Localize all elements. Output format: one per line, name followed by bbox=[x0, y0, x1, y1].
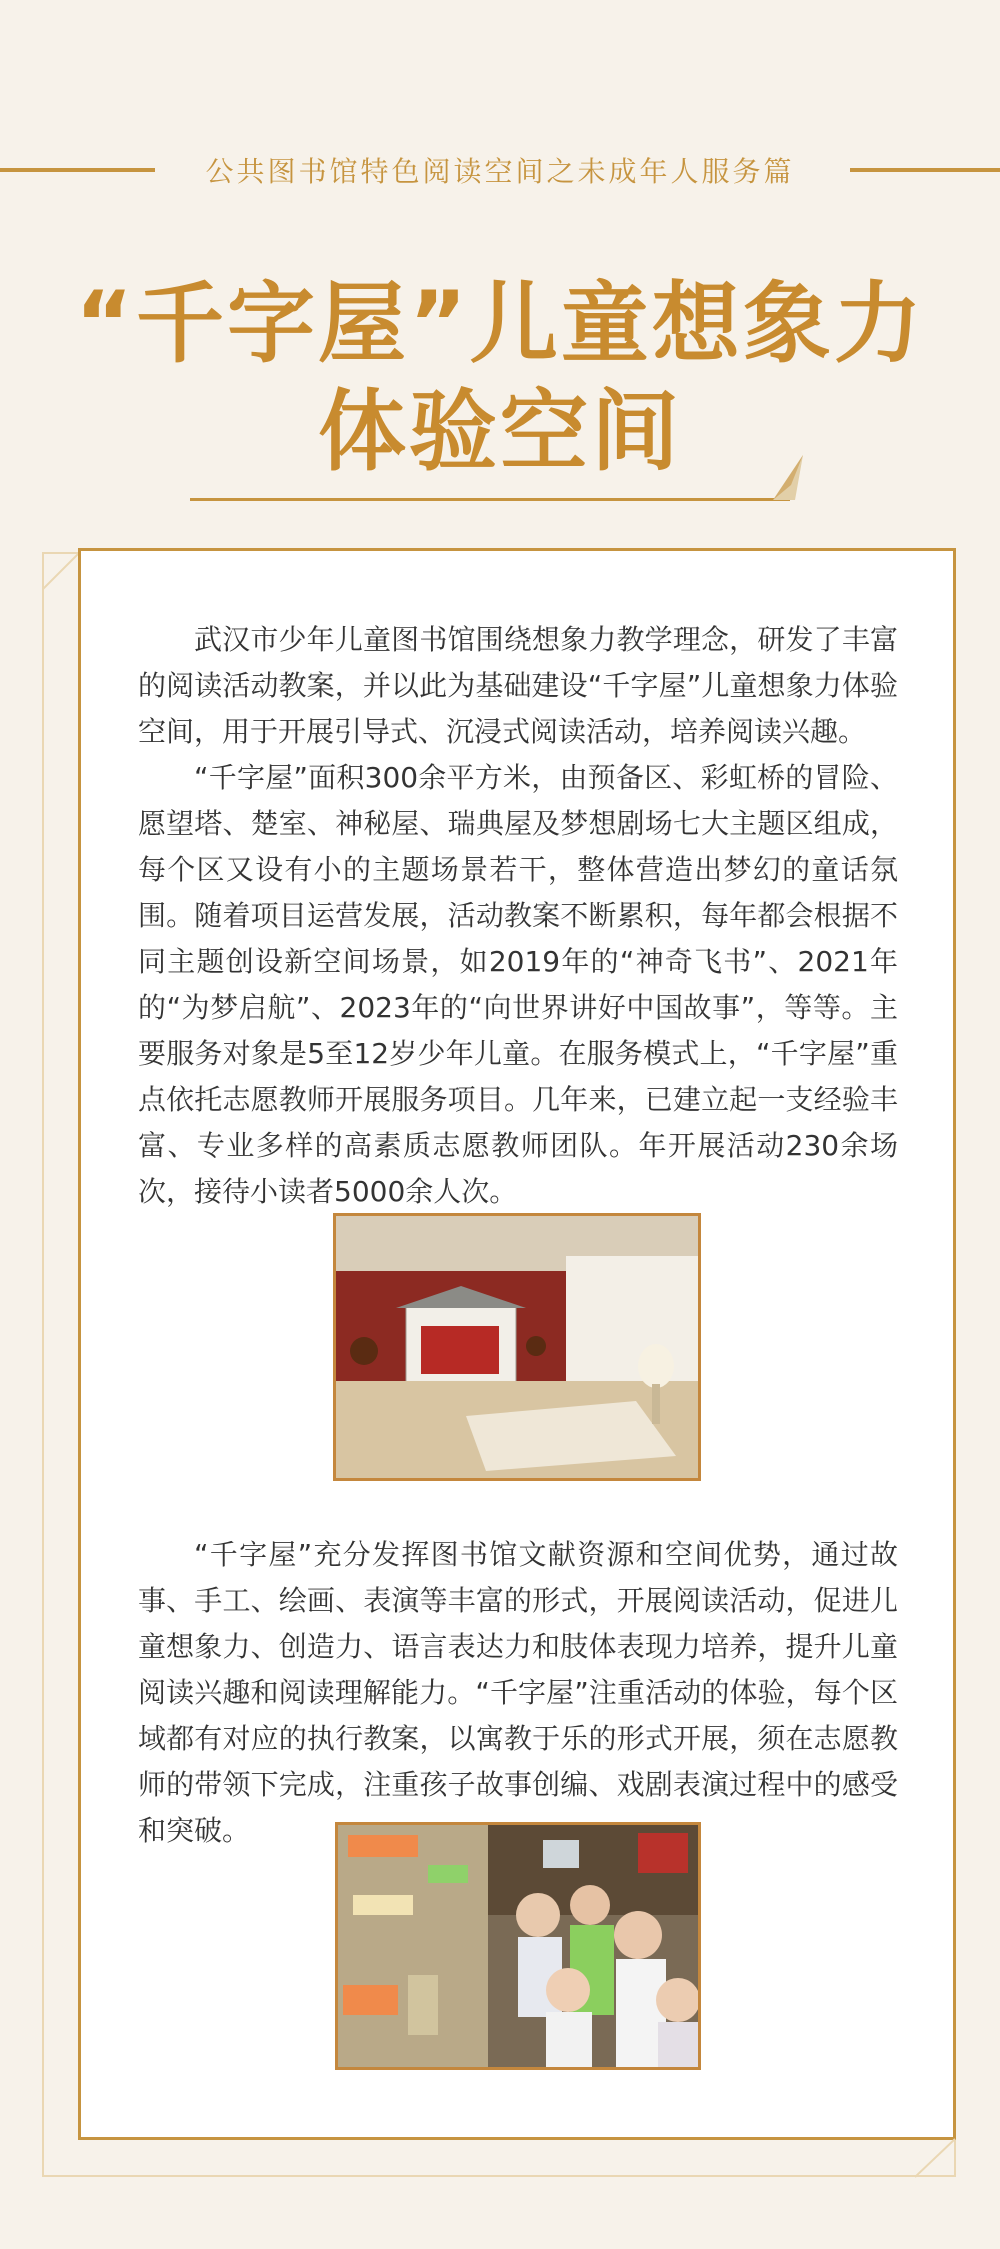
frame-corner-bottom-right bbox=[915, 2137, 957, 2179]
article-text-block-2 bbox=[138, 1532, 898, 1854]
section-label: 公共图书馆特色阅读空间之未成年人服务篇 bbox=[205, 155, 795, 188]
section-header bbox=[0, 145, 1000, 195]
paragraph-intro: 武汉市少年儿童图书馆围绕想象力教学理念，研发了丰富的阅读活动教案，并以此为基础建设“千字屋”儿童想象力体验空间，用于开展引导式、沉浸式阅读活动，培养阅读兴趣。 bbox=[138, 623, 898, 748]
title-flag-decoration bbox=[773, 455, 803, 500]
exhibition-room-photo bbox=[333, 1213, 701, 1481]
paragraph-activities: “千字屋”充分发挥图书馆文献资源和空间优势，通过故事、手工、绘画、表演等丰富的形式，开展阅读活动，促进儿童想象力、创造力、语言表达力和肢体表现力培养，提升儿童阅读兴趣和阅读理解能力。“千字屋”注重活动的体验，每个区域都有对应的执行教案，以寓教于乐的形式开展，须在志愿教师的带领下完成，注重孩子故事创编、戏剧表演过程中的感受和突破。 bbox=[138, 1538, 898, 1847]
frame-corner-top-left bbox=[42, 552, 82, 592]
article-text-block-1 bbox=[138, 617, 898, 1215]
page-title bbox=[0, 270, 1000, 486]
children-activity-photo bbox=[335, 1822, 701, 2070]
page-title-line-2: 体验空间 bbox=[317, 380, 682, 483]
paragraph-details: “千字屋”面积300余平方米，由预备区、彩虹桥的冒险、愿望塔、楚室、神秘屋、瑞典屋及梦想剧场七大主题区组成，每个区又设有小的主题场景若干，整体营造出梦幻的童话氛围。随着项目运营发展，活动教案不断累积，每年都会根据不同主题创设新空间场景，如2019年的“神奇飞书”、2021年的“为梦启航”、2023年的“向世界讲好中国故事”，等等。主要服务对象是5至12岁少年儿童。在服务模式上，“千字屋”重点依托志愿教师开展服务项目。几年来，已建立起一支经验丰富、专业多样的高素质志愿教师团队。年开展活动230余场次，接待小读者5000余人次。 bbox=[138, 761, 898, 1208]
page-title-line-1: “千字屋”儿童想象力 bbox=[75, 272, 925, 375]
header-divider-right bbox=[850, 168, 1000, 172]
title-underline bbox=[190, 498, 790, 501]
header-divider-left bbox=[0, 168, 155, 172]
